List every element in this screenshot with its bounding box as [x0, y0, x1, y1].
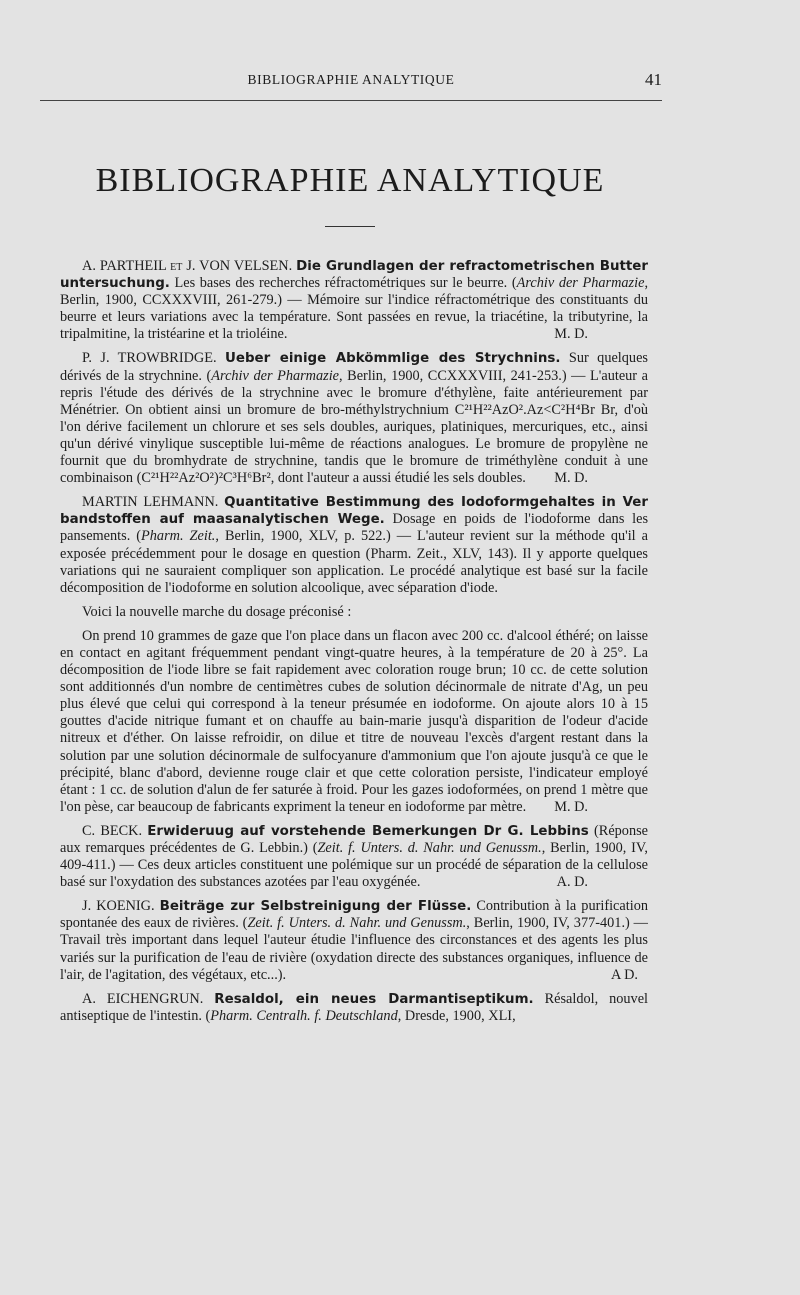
- entry-body: , Berlin, 1900, IV, 377-401.) — Travail très important dans lequel l'auteur étudie l'influence des circonstances et des agents les plus variés sur la purification de l'eau de rivière (oxydation directe des substances organiques, influence de l'air, de l'agitation, des végétaux, etc...).: [60, 915, 648, 983]
- bibliography-entry: [60, 258, 648, 343]
- entry-signature: A D.: [610, 966, 638, 983]
- bibliography-entry: [60, 494, 648, 597]
- entry-signature: M. D.: [554, 326, 588, 343]
- running-header: [40, 72, 662, 92]
- entry-body: Contribution à la purification spontanée des eaux de rivières. (: [60, 898, 648, 932]
- bibliography-entry: [60, 350, 648, 487]
- entry-body: Sur quelques dérivés de la strychnine. (: [60, 350, 648, 384]
- entry-body: , Berlin, 1900, CCXXXVIII, 241-253.) — L'auteur a repris l'étude des dérivés de la strychnine avec le bromure d'éthylène, faite antérieurement par Ménétrier. On obtient ainsi un bromure de bro-méthylstrychnium C²¹H²²AzO².Az<C²H⁴Br Br, d'où l'on dérive facilement un chlorure et ses sels doubles, auriques, platiniques, mercuriques, etc., ainsi qu'un dérivé vinylique susceptible lui-même de réactions analogues. Le bromure de propylène ne fournit que du bromhydrate de strychnine, tandis que le bromure de triméthylène conduit à une combinaison (C²¹H²²Az²O²)²C³H⁶Br², dont l'auteur a aussi étudié les sels doubles.: [60, 367, 648, 487]
- entry-title: Ueber einige Abkömmlige des Strychnins.: [225, 351, 561, 367]
- bibliography-entry: [60, 898, 648, 983]
- entry-author: C. BECK.: [82, 822, 143, 839]
- entry-author: MARTIN LEHMANN.: [82, 494, 219, 511]
- entry-body: (Réponse aux remarques précédentes de G. Lebbin.) (: [60, 822, 649, 856]
- entry-body: , Berlin, 1900, CCXXXVIII, 261-279.) — Mémoire sur l'indice réfractométrique des constituants du beurre et leurs variations avec la température. Sont passées en revue, la triacétine, la tributyrine, la tripalmitine, la tristéarine et la trioléine.: [60, 275, 649, 343]
- entry-citation: Pharm. Zeit.: [141, 528, 216, 545]
- bibliography-entry: [60, 823, 648, 891]
- page-number: 41: [645, 70, 662, 89]
- entry-body: Résaldol, nouvel antiseptique de l'intestin. (: [60, 990, 649, 1024]
- entry-signature: M. D.: [554, 470, 588, 487]
- entry-author: J. KOENIG.: [82, 898, 155, 915]
- entry-signature: M. D.: [554, 798, 588, 815]
- entry-title: Die Grundlagen der refractometrischen Butter untersuchung.: [60, 259, 648, 292]
- entry-body: , Berlin, 1900, IV, 409-411.) — Ces deux articles constituent une polémique sur un procédé de séparation de la cellulose basé sur l'oxydation des substances azotées par l'eau oxygénée.: [60, 840, 648, 891]
- running-title: BIBLIOGRAPHIE ANALYTIQUE: [247, 72, 455, 87]
- entry-paragraph: Voici la nouvelle marche du dosage préconisé :: [82, 603, 352, 620]
- bibliography-list: [60, 258, 648, 1032]
- entry-author: P. J. TROWBRIDGE.: [82, 350, 217, 367]
- entry-body: Les bases des recherches réfractométriques sur le beurre. (: [174, 275, 517, 292]
- entry-title: Erwideruug auf vorstehende Bemerkungen Dr G. Lebbins: [147, 823, 589, 839]
- entry-signature: A. D.: [556, 874, 588, 891]
- entry-paragraph: [60, 628, 648, 816]
- page-title: BIBLIOGRAPHIE ANALYTIQUE: [95, 162, 605, 199]
- title-rule: [325, 226, 375, 227]
- entry-citation: Archiv der Pharmazie: [211, 367, 340, 384]
- entry-author: A. PARTHEIL et J. VON VELSEN.: [82, 258, 293, 274]
- entry-title: Resaldol, ein neues Darmantiseptikum.: [214, 991, 534, 1007]
- entry-citation: Pharm. Centralh. f. Deutschland: [210, 1007, 398, 1024]
- entry-body: , Dresde, 1900, XLI,: [397, 1007, 516, 1024]
- entry-body: On prend 10 grammes de gaze que l'on place dans un flacon avec 200 cc. d'alcool éthéré; on laisse en contact en agitant fréquemment pendant vingt-quatre heures, à la température de 20 à 25°. La décomposition de l'iode libre se fait rapidement avec coloration rouge brun; 10 cc. de cette solution sont additionnés d'un nombre de centimètres cubes de solution décinormale de nitrate d'Ag, un peu plus élevé que celui qui correspond à la teneur présumée en iodoforme. On ajoute alors 10 à 15 gouttes d'acide nitrique fumant et on chauffe au bain-marie jusqu'à disparition de l'odeur d'acide nitreux et d'éther. On laisse refroidir, on dilue et titre de nouveau l'excès d'argent restant dans la solution par une solution décinormale de sulfocyanure d'ammonium que l'on ajoute jusqu'à ce que le précipité, blanc d'abord, devienne rouge clair et que cette coloration persiste, l'indicateur employé étant : 1 cc. de solution d'alun de fer saturée à froid. Pour les gazes iodoformées, on prend 1 mètre que l'on pèse, car beaucoup de fabricants expriment la teneur en iodoforme par mètre.: [60, 627, 648, 815]
- entry-citation: Archiv der Pharmazie: [516, 275, 645, 292]
- entry-citation: Zeit. f. Unters. d. Nahr. und Genussm.: [247, 915, 467, 932]
- entry-citation: Zeit. f. Unters. d. Nahr. und Genussm.: [317, 840, 542, 856]
- header-rule: [40, 100, 662, 101]
- bibliography-entry: [60, 991, 648, 1025]
- entry-body: , Berlin, 1900, XLV, p. 522.) — L'auteur revient sur la méthode qu'il a exposée précédemment pour le dosage en question (Pharm. Zeit., XLV, 143). Il y apporte quelques variations qui ne sauraient compliquer son application. Le procédé analytique est basé sur la facile décomposition de l'iodoforme en solution alcoolique, avec séparation d'iode.: [60, 528, 648, 596]
- entry-author: A. EICHENGRUN.: [82, 990, 204, 1007]
- entry-body: Dosage en poids de l'iodoforme dans les pansements. (: [60, 511, 649, 545]
- entry-title: Beiträge zur Selbstreinigung der Flüsse.: [159, 899, 472, 915]
- entry-title: Quantitative Bestimmung des Iodoformgehaltes in Ver bandstoffen auf maasanalytischen Wege.: [60, 495, 648, 528]
